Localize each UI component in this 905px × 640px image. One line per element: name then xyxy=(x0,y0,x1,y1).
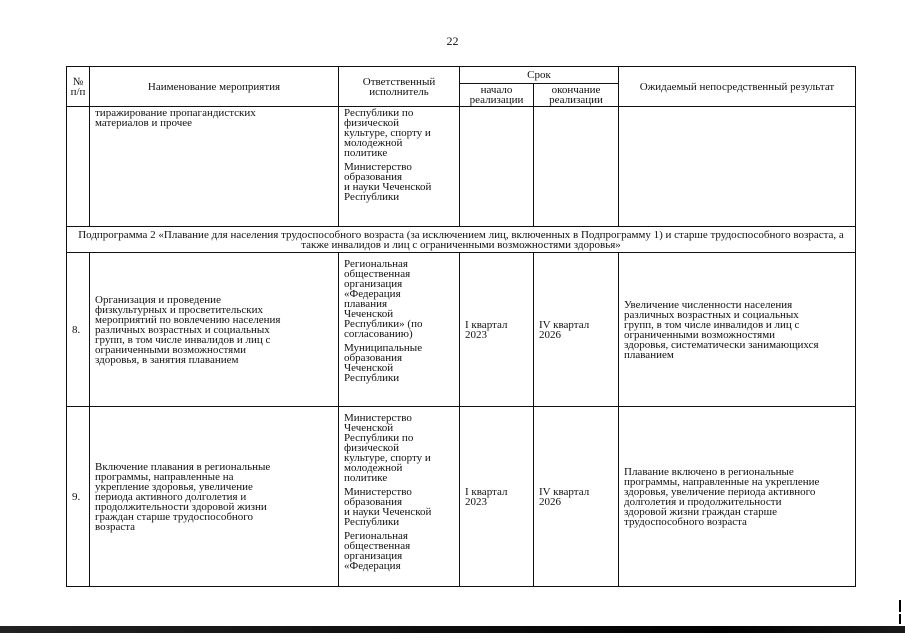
activity-name: тиражирование пропагандистских материалов и прочее xyxy=(90,107,339,227)
end-term: IV квартал 2026 xyxy=(534,253,619,407)
header-number: № п/п xyxy=(67,67,90,107)
header-activity-name: Наименование мероприятия xyxy=(90,67,339,107)
section-row xyxy=(67,227,856,253)
header-executor: Ответственный исполнитель xyxy=(339,67,460,107)
header-expected-result: Ожидаемый непосредственный результат xyxy=(619,67,856,107)
executor-entry: Республики по физической культуре, спорту и молодежной политике xyxy=(344,107,431,159)
row-number: 8. xyxy=(67,253,90,407)
scan-edge-mark xyxy=(899,600,901,612)
expected-result: Увеличение численности населения различных возрастных и социальных групп, в том числе инвалидов и лиц с ограниченными возможностями здоровья, систематически занимающихся плаванием xyxy=(619,253,856,407)
end-term: IV квартал 2026 xyxy=(534,407,619,587)
executor-entry: Министерство образования и науки Чеченской Республики xyxy=(344,161,432,203)
table-row xyxy=(67,253,856,407)
subprogram-title: Подпрограмма 2 «Плавание для населения трудоспособного возраста (за исключением лиц, включенных в Подпрограмму 1) и старше трудоспособного возраста, а также инвалидов и лиц с ограниченными возможностями здоровья» xyxy=(67,227,856,253)
start-term: I квартал 2023 xyxy=(460,407,534,587)
header-start: начало реализации xyxy=(460,84,534,107)
scan-edge-bar xyxy=(0,626,905,633)
executor-entry: Министерство образования и науки Чеченской Республики xyxy=(344,486,432,528)
expected-result: Плавание включено в региональные программы, направленные на укрепление здоровья, увеличение периода активного долголетия и продолжительности здоровой жизни граждан старше трудоспособного возраста xyxy=(619,407,856,587)
header-end: окончание реализации xyxy=(534,84,619,107)
activities-table xyxy=(66,66,856,587)
table-row xyxy=(67,107,856,227)
executor-entry: Муниципальные образования Чеченской Республики xyxy=(344,342,423,384)
executor-cell xyxy=(339,253,460,407)
row-number: 9. xyxy=(67,407,90,587)
executor-cell xyxy=(339,107,460,227)
activity-name: Организация и проведение физкультурных и просветительских мероприятий по вовлечению населения различных возрастных и социальных групп, в том числе инвалидов и лиц с ограниченными возможностями здоровья, в занятия плаванием xyxy=(90,253,339,407)
table-row xyxy=(67,407,856,587)
executor-entry: Региональная общественная организация «Федерация плавания Чеченской Республики» (по согласованию) xyxy=(344,258,423,340)
executor-cell xyxy=(339,407,460,587)
header-term: Срок xyxy=(460,67,619,84)
scan-edge-mark xyxy=(899,614,901,624)
activity-name: Включение плавания в региональные программы, направленные на укрепление здоровья, увеличение периода активного долголетия и продолжительности здоровой жизни граждан старше трудоспособного возраста xyxy=(90,407,339,587)
executor-entry: Министерство Чеченской Республики по физической культуре, спорту и молодежной политике xyxy=(344,412,431,484)
executor-entry: Региональная общественная организация «Федерация xyxy=(344,530,411,572)
start-term: I квартал 2023 xyxy=(460,253,534,407)
page-number: 22 xyxy=(446,34,459,48)
